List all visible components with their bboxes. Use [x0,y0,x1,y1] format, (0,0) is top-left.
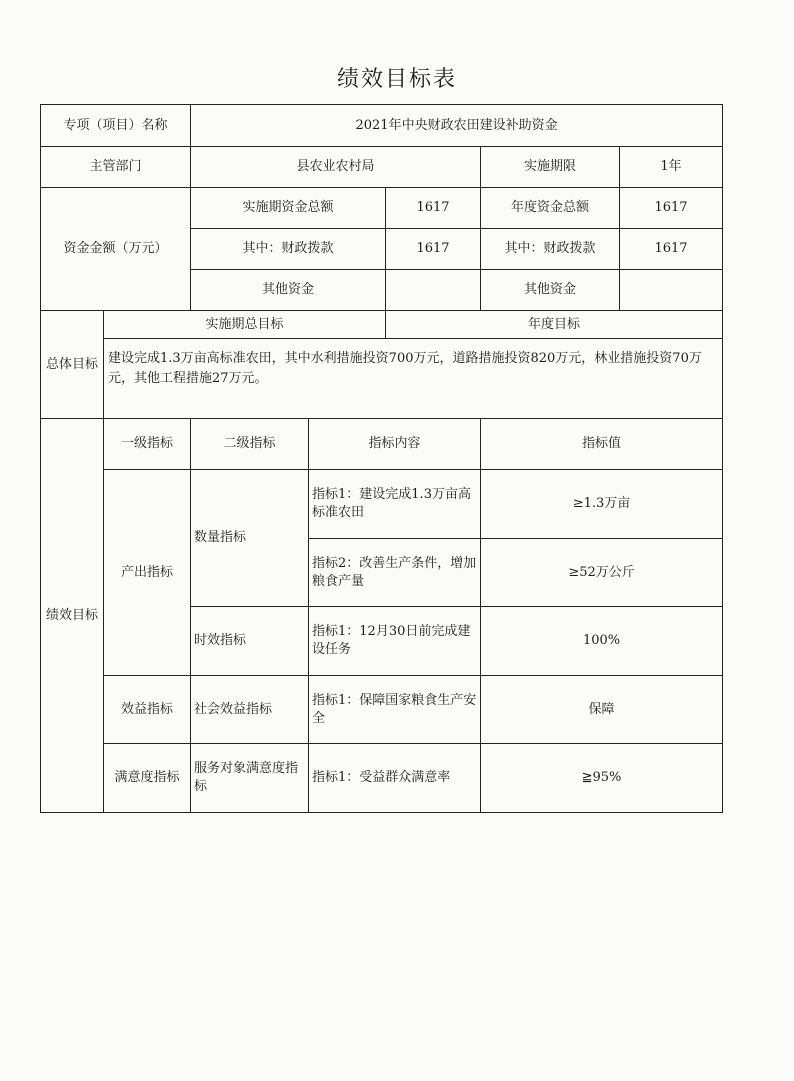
funds-fiscal-label: 其中：财政拨款 [191,229,386,270]
output-quantity-1-row [41,470,723,539]
satisfaction-row [41,744,723,813]
timeliness-1-value: 100% [481,607,723,676]
header-level2: 二级指标 [191,419,309,470]
performance-label: 绩效目标 [41,419,104,813]
quantity-indicator-label: 数量指标 [191,470,309,607]
overall-label: 总体目标 [41,311,104,419]
overall-header-row [41,311,723,339]
funds-total-label: 实施期资金总额 [191,188,386,229]
benefit-level2: 社会效益指标 [191,676,309,744]
funds-other-value [386,270,481,311]
period-label: 实施期限 [481,147,620,188]
period-value: 1年 [620,147,723,188]
benefit-value: 保障 [481,676,723,744]
department-row [41,147,723,188]
header-value: 指标值 [481,419,723,470]
overall-text: 建设完成1.3万亩高标准农田，其中水利措施投资700万元，道路措施投资820万元，林业措施投资70万元，其他工程措施27万元。 [104,339,723,419]
funds-annual-total-value: 1617 [620,188,723,229]
overall-annual-goal-label: 年度目标 [386,311,723,339]
quantity-2-content: 指标2：改善生产条件，增加粮食产量 [309,539,481,607]
timeliness-indicator-label: 时效指标 [191,607,309,676]
quantity-2-value: ≥52万公斤 [481,539,723,607]
benefit-row [41,676,723,744]
project-label: 专项（项目）名称 [41,105,191,147]
funds-label: 资金金额（万元） [41,188,191,311]
funds-annual-other-label: 其他资金 [481,270,620,311]
satisfaction-level1: 满意度指标 [104,744,191,813]
page-title: 绩效目标表 [336,67,457,92]
timeliness-1-content: 指标1：12月30日前完成建设任务 [309,607,481,676]
benefit-level1: 效益指标 [104,676,191,744]
output-level1: 产出指标 [104,470,191,676]
funds-annual-other-value [620,270,723,311]
funds-row-total [41,188,723,229]
satisfaction-level2: 服务对象满意度指标 [191,744,309,813]
funds-annual-total-label: 年度资金总额 [481,188,620,229]
performance-header-row [41,419,723,470]
funds-other-label: 其他资金 [191,270,386,311]
header-content: 指标内容 [309,419,481,470]
quantity-1-content: 指标1：建设完成1.3万亩高标准农田 [309,470,481,539]
funds-total-value: 1617 [386,188,481,229]
satisfaction-content: 指标1：受益群众满意率 [309,744,481,813]
quantity-1-value: ≥1.3万亩 [481,470,723,539]
project-row [41,105,723,147]
overall-period-goal-label: 实施期总目标 [104,311,386,339]
funds-annual-fiscal-value: 1617 [620,229,723,270]
funds-annual-fiscal-label: 其中：财政拨款 [481,229,620,270]
department-value: 县农业农村局 [191,147,481,188]
satisfaction-value: ≧95% [481,744,723,813]
project-value: 2021年中央财政农田建设补助资金 [191,105,723,147]
overall-text-row [41,339,723,419]
department-label: 主管部门 [41,147,191,188]
performance-target-table [40,104,723,813]
benefit-content: 指标1：保障国家粮食生产安全 [309,676,481,744]
header-level1: 一级指标 [104,419,191,470]
funds-fiscal-value: 1617 [386,229,481,270]
